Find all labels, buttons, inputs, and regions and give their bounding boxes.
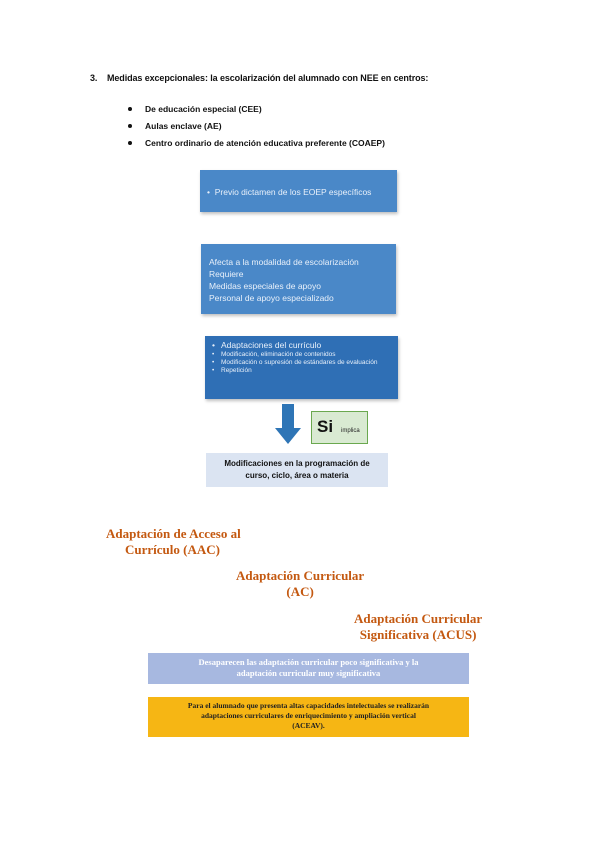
bullet-icon: •	[212, 367, 215, 374]
implica-label: implica	[341, 428, 360, 434]
removed-adaptations-box: Desaparecen las adaptación curricular poco significativa y la adaptación curricular muy significativa	[148, 653, 469, 684]
box-line: Afecta a la modalidad de escolarización	[209, 257, 359, 267]
bullet-icon	[128, 107, 132, 111]
prior-assessment-text: Previo dictamen de los EOEP específicos	[214, 187, 372, 197]
list-item: De educación especial (CEE)	[126, 103, 385, 120]
programming-modification-box	[206, 453, 388, 487]
prior-assessment-box	[200, 170, 397, 212]
bullet-icon: •	[212, 359, 215, 366]
bullet-icon: •	[207, 187, 210, 197]
center-list	[126, 103, 385, 154]
bullet-icon	[128, 124, 132, 128]
box-line: Requiere	[209, 269, 244, 279]
box-line: Medidas especiales de apoyo	[209, 281, 321, 291]
list-item: • Repetición	[212, 367, 252, 374]
section-number: 3.	[90, 73, 98, 83]
acus-heading: Adaptación Curricular Significativa (ACUS)	[354, 611, 483, 642]
si-label: Si	[317, 417, 334, 436]
list-item: • Adaptaciones del currículo	[212, 340, 322, 350]
list-item: • Modificación, eliminación de contenidos	[212, 351, 336, 358]
box-line: Modificaciones en la programación de	[224, 459, 370, 468]
ac-heading: Adaptación Curricular (AC)	[236, 568, 365, 599]
bullet-icon: •	[212, 340, 215, 350]
section-title: Medidas excepcionales: la escolarización del alumnado con NEE en centros:	[107, 73, 429, 83]
list-item: • Modificación o supresión de estándares de evaluación	[212, 359, 378, 366]
box-line: Personal de apoyo especializado	[209, 293, 334, 303]
box-line: curso, ciclo, área o materia	[245, 471, 349, 480]
implies-box	[311, 411, 368, 444]
aac-heading: Adaptación de Acceso al Currículo (AAC)	[106, 526, 241, 557]
schooling-modality-box	[201, 244, 396, 314]
list-item: Centro ordinario de atención educativa preferente (COAEP)	[126, 137, 385, 154]
list-item: Aulas enclave (AE)	[126, 120, 385, 137]
curriculum-adaptations-box	[205, 336, 398, 399]
high-abilities-box: Para el alumnado que presenta altas capacidades intelectuales se realizarán adaptaciones curriculares de enriquecimiento y ampliación vertical (ACEAV).	[148, 697, 469, 737]
down-arrow-icon	[275, 404, 301, 444]
section-heading	[90, 73, 428, 83]
bullet-icon: •	[212, 351, 215, 358]
bullet-icon	[128, 141, 132, 145]
